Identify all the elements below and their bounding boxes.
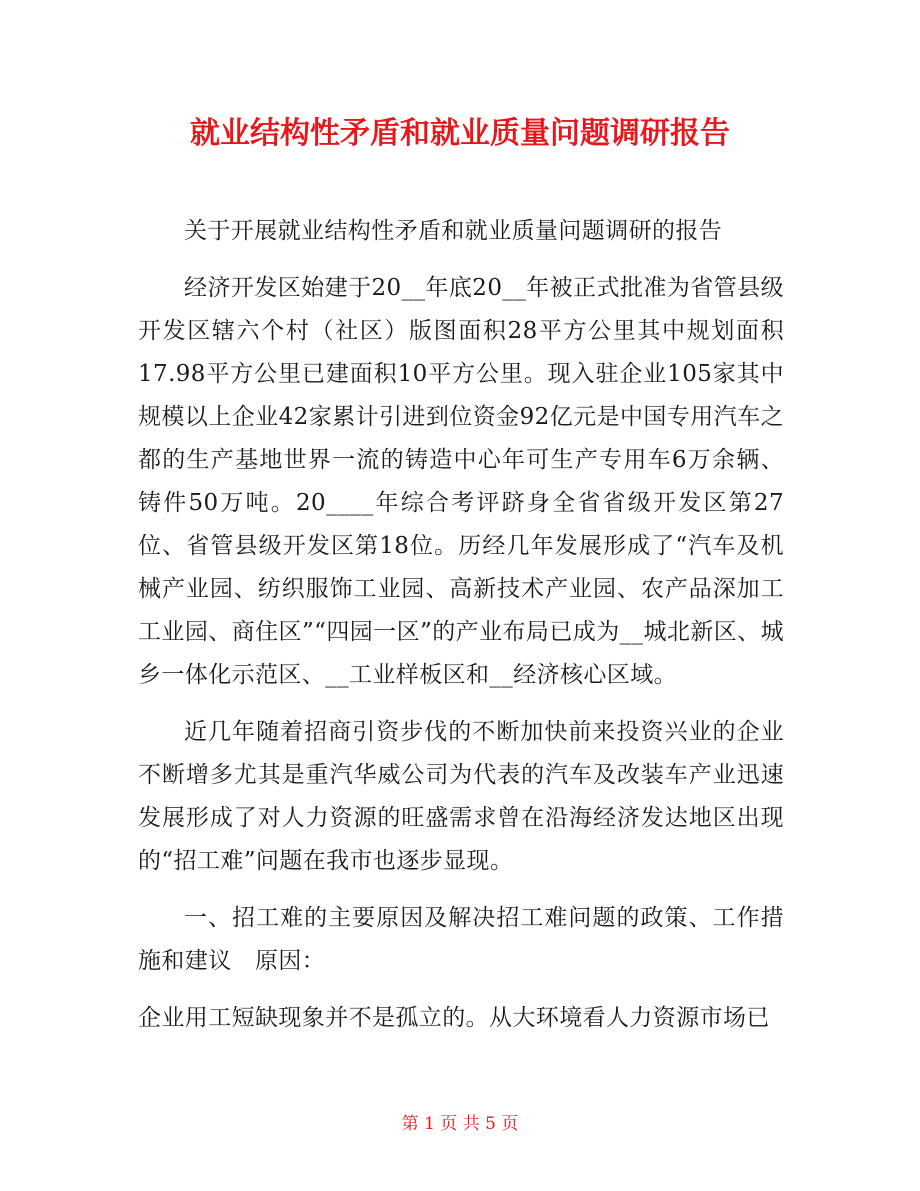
- section-heading-paragraph: 一、招工难的主要原因及解决招工难问题的政策、工作措施和建议 原因：: [138, 905, 784, 974]
- page-number-footer: 第 1 页 共 5 页: [401, 1114, 519, 1134]
- document-title: 就业结构性矛盾和就业质量问题调研报告: [190, 116, 730, 151]
- intro-paragraph: 经济开发区始建于20__年底20__年被正式批准为省管县级开发区辖六个村（社区）版图面积28平方公里其中规划面积17.98平方公里已建面积10平方公里。现入驻企业105家其中规模以上企业42家累计引进到位资金92亿元是中国专用汽车之都的生产基地世界一流的铸造中心年可生产专用车6万余辆、铸件50万吨。20____年综合考评跻身全省省级开发区第27位、省管县级开发区第18位。历经几年发展形成了“汽车及机械产业园、纺织服饰工业园、高新技术产业园、农产品深加工工业园、商住区”“四园一区”的产业布局已成为__城北新区、城乡一体化示范区、__工业样板区和__经济核心区域。: [138, 275, 784, 688]
- subtitle-paragraph: 关于开展就业结构性矛盾和就业质量问题调研的报告: [184, 218, 723, 244]
- background-paragraph: 近几年随着招商引资步伐的不断加快前来投资兴业的企业不断增多尤其是重汽华威公司为代表的汽车及改装车产业迅速发展形成了对人力资源的旺盛需求曾在沿海经济发达地区出现的“招工难”问题在我市也逐步显现。: [138, 719, 784, 874]
- document-body: [138, 210, 784, 1054]
- analysis-paragraph: 企业用工短缺现象并不是孤立的。从大环境看人力资源市场已: [138, 1005, 770, 1031]
